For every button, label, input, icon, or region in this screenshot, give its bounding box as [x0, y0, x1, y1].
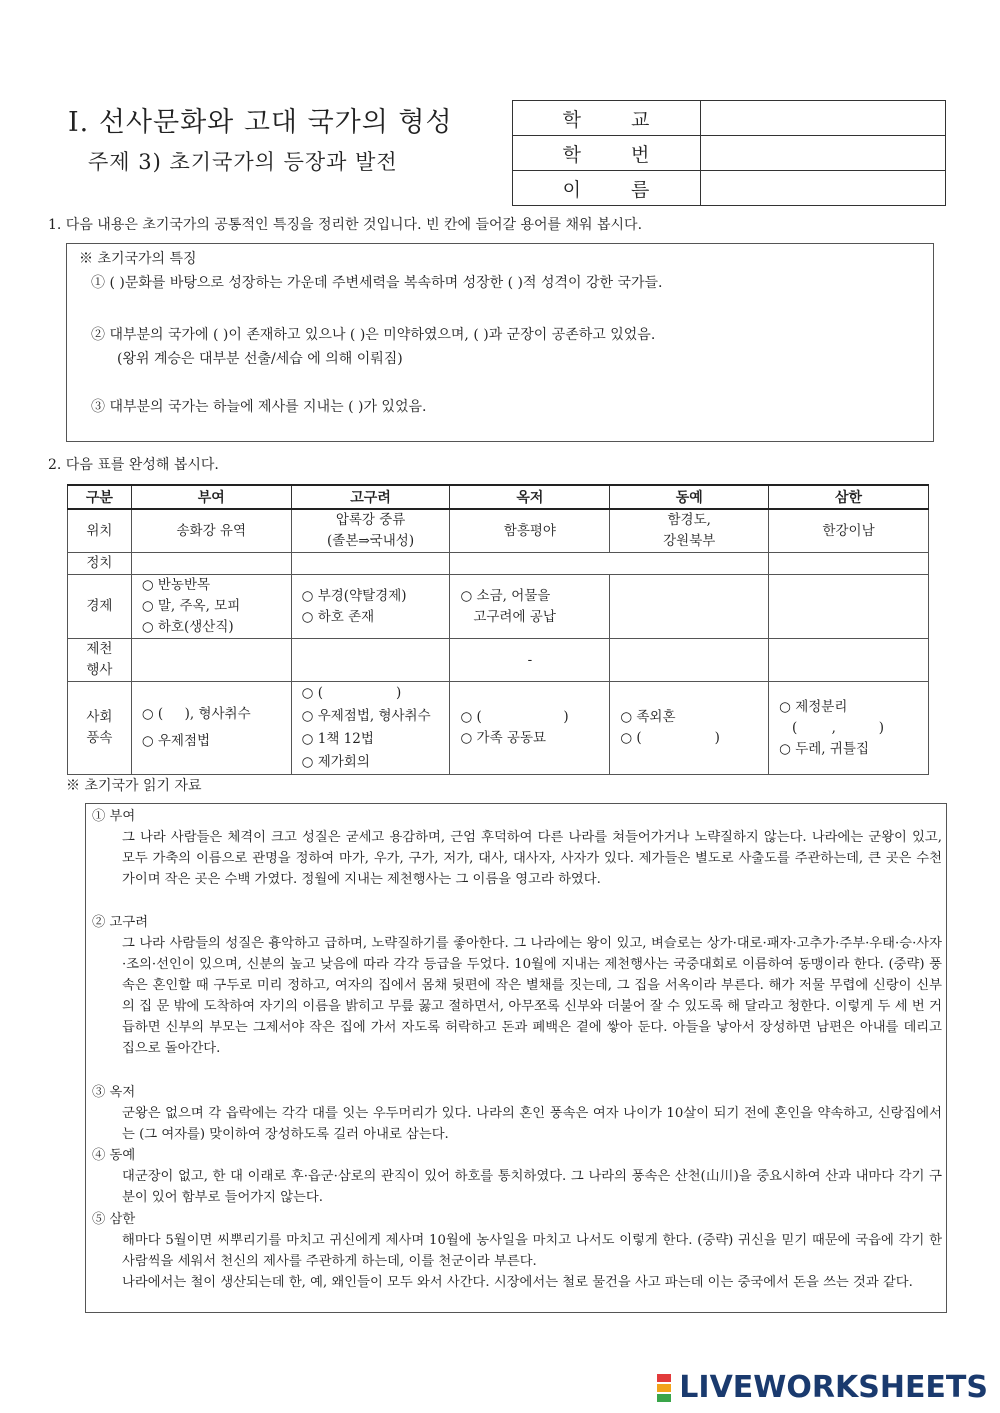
rites-buyeo[interactable]: [131, 639, 291, 682]
rites-okjeo: -: [450, 639, 610, 682]
header-goguryeo: 고구려: [291, 485, 450, 509]
economy-okjeo: ○ 소금, 어물을 고구려에 공납: [450, 575, 610, 639]
feature-line-2: ② 대부분의 국가에 ( )이 존재하고 있으나 ( )은 미약하였으며, ( )과 군장이 공존하고 있었음.: [91, 327, 656, 343]
rites-dongye[interactable]: [610, 639, 769, 682]
school-field[interactable]: [701, 101, 946, 136]
student-number-field[interactable]: [701, 136, 946, 171]
liveworksheets-logo: [657, 1370, 988, 1405]
feature-line-2-note: (왕위 계승은 대부분 선출/세습 에 의해 이뤄짐): [117, 351, 403, 367]
row-label-politics: 정치: [68, 553, 132, 575]
name-field[interactable]: [701, 171, 946, 206]
reading-head-okjeo: ③ 옥저: [92, 1085, 136, 1100]
customs-goguryeo: ○ ( ) ○ 우제점법, 형사취수 ○ 1책 12법 ○ 제가회의: [291, 682, 450, 775]
customs-buyeo: ○ ( ), 형사취수 ○ 우제점법: [131, 682, 291, 775]
feature-line-3: ③ 대부분의 국가는 하늘에 제사를 지내는 ( )가 있었음.: [91, 399, 427, 415]
customs-dongye: ○ 족외혼 ○ ( ): [610, 682, 769, 775]
student-number-label: 학 번: [513, 136, 701, 171]
reading-materials-box: [85, 803, 947, 1313]
location-dongye: 함경도, 강원북부: [610, 509, 769, 553]
location-goguryeo: 압록강 중류 (졸본⇒국내성): [291, 509, 450, 553]
reading-text-buyeo: 그 나라 사람들은 체격이 크고 성질은 굳세고 용감하며, 근엄 후덕하여 다른 나라를 쳐들어가거나 노략질하지 않는다. 나라에는 군왕이 있고, 모두 가축의 이름으로 관명을 정하여 마가, 우가, 구가, 저가, 대사, 대사자, 사자가 있다. 제가들은 별도로 사출도를 주관하는데, 큰 곳은 수천 가이며 작은 곳은 수백 가였다. 정월에 지내는 제천행사는 그 이름을 영고라 하였다.: [122, 830, 942, 888]
reading-text-dongye: 대군장이 없고, 한 대 이래로 후·읍군·삼로의 관직이 있어 하호를 통치하였다. 그 나라의 풍속은 산천(山川)을 중요시하여 산과 내마다 각기 구분이 있어 함부로 들어가지 않는다.: [122, 1169, 942, 1206]
location-buyeo: 송화강 유역: [131, 509, 291, 553]
school-label: 학 교: [513, 101, 701, 136]
feature-line-1: ① ( )문화를 바탕으로 성장하는 가운데 주변세력을 복속하며 성장한 ( )적 성격이 강한 국가들.: [91, 275, 663, 291]
reading-title: ※ 초기국가 읽기 자료: [66, 778, 202, 794]
location-samhan: 한강이남: [769, 509, 929, 553]
liveworksheets-brand: LIVEWORKSHEETS: [679, 1370, 988, 1405]
customs-okjeo: ○ ( ) ○ 가족 공동묘: [450, 682, 610, 775]
reading-text-goguryeo: 그 나라 사람들의 성질은 흉악하고 급하며, 노략질하기를 좋아한다. 그 나라에는 왕이 있고, 벼슬로는 상가·대로·패자·고추가·주부·우태·승·사자·조의·선인이 있으며, 신분의 높고 낮음에 따라 각각 등급을 두었다. 10월에 지내는 제천행사는 국중대회로 이름하여 동맹이라 한다. (중략) 풍속은 혼인할 때 구두로 미리 정하고, 여자의 집에서 몸채 뒷편에 작은 별채를 짓는데, 그 집을 서옥이라 부른다. 해가 저물 무렵에 신랑이 신부의 집 문 밖에 도착하여 자기의 이름을 밝히고 무릎 꿇고 절하면서, 아무쪼록 신부와 더불어 잘 수 있도록 해 달라고 청한다. 이렇게 두 세 번 거듭하면 신부의 부모는 그제서야 작은 집에 가서 자도록 허락하고 돈과 폐백은 곁에 쌓아 둔다. 아들을 낳아서 장성하면 남편은 아내를 데리고 집으로 돌아간다.: [122, 936, 942, 1057]
reading-head-samhan: ⑤ 삼한: [92, 1212, 136, 1227]
location-okjeo: 함흥평야: [450, 509, 610, 553]
rites-goguryeo[interactable]: [291, 639, 450, 682]
page-subtitle: 주제 3) 초기국가의 등장과 발전: [88, 150, 398, 174]
reading-head-goguryeo: ② 고구려: [92, 915, 149, 930]
row-label-economy: 경제: [68, 575, 132, 639]
politics-goguryeo[interactable]: [291, 553, 450, 575]
liveworksheets-logo-icon: [657, 1373, 675, 1403]
features-box-title: ※ 초기국가의 특징: [79, 251, 197, 267]
question-2: 2. 다음 표를 완성해 봅시다.: [48, 457, 219, 473]
reading-text-samhan: 해마다 5월이면 씨뿌리기를 마치고 귀신에게 제사며 10월에 농사일을 마치고 나서도 이렇게 한다. (중략) 귀신을 믿기 때문에 국읍에 각기 한사람씩을 세워서 천신의 제사를 주관하게 하는데, 이를 천군이라 부른다.: [122, 1233, 942, 1270]
reading-text-samhan-2: 나라에서는 철이 생산되는데 한, 예, 왜인들이 모두 와서 사간다. 시장에서는 철로 물건을 사고 파는데 이는 중국에서 돈을 쓰는 것과 같다.: [122, 1275, 913, 1290]
question-1: 1. 다음 내용은 초기국가의 공통적인 특징을 정리한 것입니다. 빈 칸에 들어갈 용어를 채워 봅시다.: [48, 217, 643, 233]
customs-samhan: ○ 제정분리 ( , ) ○ 두레, 귀틀집: [769, 682, 929, 775]
economy-samhan[interactable]: [769, 575, 929, 639]
student-info-table: [512, 100, 946, 206]
row-label-location: 위치: [68, 509, 132, 553]
rites-samhan[interactable]: [769, 639, 929, 682]
header-okjeo: 옥저: [450, 485, 610, 509]
economy-goguryeo: ○ 부경(약탈경제) ○ 하호 존재: [291, 575, 450, 639]
early-states-table: [67, 484, 929, 775]
economy-buyeo: ○ 반농반목 ○ 말, 주옥, 모피 ○ 하호(생산직): [131, 575, 291, 639]
politics-buyeo[interactable]: [131, 553, 291, 575]
politics-samhan[interactable]: [769, 553, 929, 575]
name-label: 이 름: [513, 171, 701, 206]
reading-head-buyeo: ① 부여: [92, 809, 136, 824]
header-category: 구분: [68, 485, 132, 509]
page-title: Ⅰ. 선사문화와 고대 국가의 형성: [68, 107, 453, 138]
reading-head-dongye: ④ 동예: [92, 1148, 136, 1163]
header-samhan: 삼한: [769, 485, 929, 509]
reading-text-okjeo: 군왕은 없으며 각 읍락에는 각각 대를 잇는 우두머리가 있다. 나라의 혼인 풍속은 여자 나이가 10살이 되기 전에 혼인을 약속하고, 신랑집에서는 (그 여자를) 맞이하여 장성하도록 길러 아내로 삼는다.: [122, 1106, 942, 1143]
header-buyeo: 부여: [131, 485, 291, 509]
economy-dongye[interactable]: [610, 575, 769, 639]
row-label-customs: 사회 풍속: [68, 682, 132, 775]
politics-okjeo-dongye[interactable]: [450, 553, 769, 575]
row-label-rites: 제천 행사: [68, 639, 132, 682]
features-box: [66, 243, 934, 442]
header-dongye: 동예: [610, 485, 769, 509]
